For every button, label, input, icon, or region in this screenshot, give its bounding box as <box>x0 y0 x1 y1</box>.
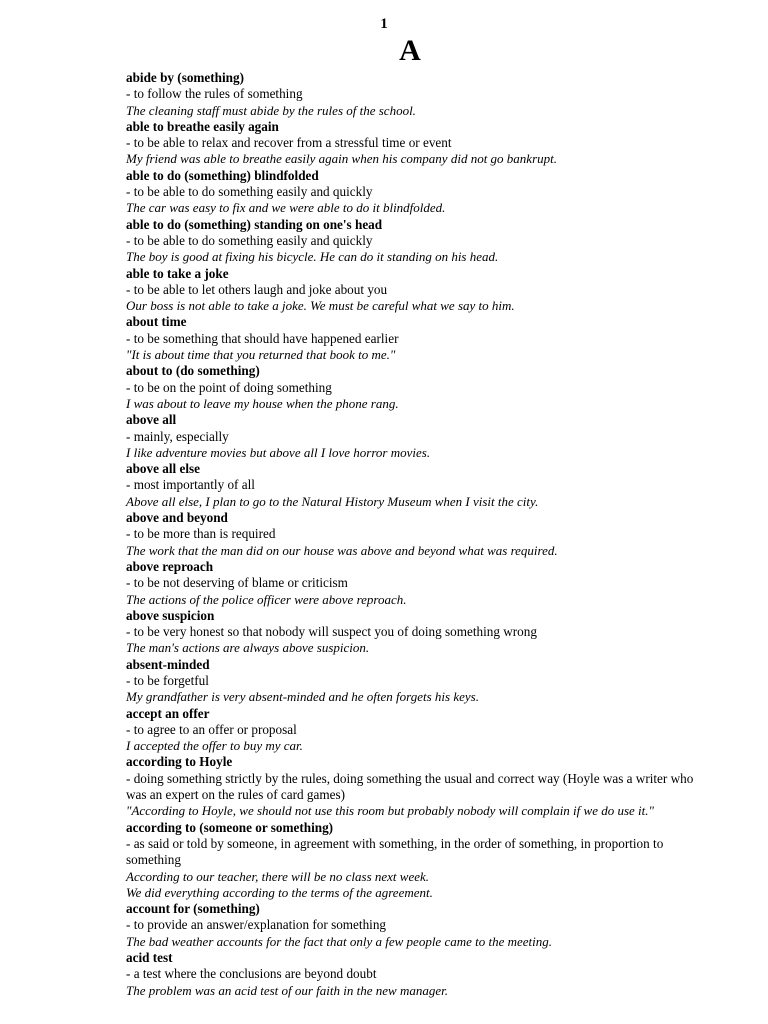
entry-example: My friend was able to breathe easily again when his company did not go bankrupt. <box>126 151 557 167</box>
entry-example: The work that the man did on our house was above and beyond what was required. <box>126 542 558 558</box>
entry-example: Our boss is not able to take a joke. We must be careful what we say to him. <box>126 298 515 314</box>
entry-term: able to do (something) standing on one's head <box>126 216 383 232</box>
entry-term: above and beyond <box>126 510 228 526</box>
dictionary-entry <box>126 608 706 657</box>
entry-term: according to (someone or something) <box>126 819 334 835</box>
entry-definition: - to be something that should have happened earlier <box>126 330 399 346</box>
entry-definition: - to be more than is required <box>126 526 276 542</box>
entry-term: acid test <box>126 950 173 966</box>
dictionary-entry <box>126 901 706 950</box>
section-letter: A <box>399 34 421 67</box>
dictionary-entry <box>126 119 706 168</box>
entry-example: Above all else, I plan to go to the Natural History Museum when I visit the city. <box>126 493 539 509</box>
entry-example: The boy is good at fixing his bicycle. He can do it standing on his head. <box>126 249 499 265</box>
dictionary-entry <box>126 461 706 510</box>
entry-term: absent-minded <box>126 656 210 672</box>
dictionary-entry <box>126 412 706 461</box>
entry-definition: - mainly, especially <box>126 428 229 444</box>
entry-example: I like adventure movies but above all I love horror movies. <box>126 444 431 460</box>
entry-term: accept an offer <box>126 705 210 721</box>
entry-definition: - doing something strictly by the rules, doing something the usual and correct way (Hoyle was a writer who was an expert on the rules of card games) <box>126 770 694 803</box>
dictionary-entry <box>126 363 706 412</box>
dictionary-entry <box>126 657 706 706</box>
entry-definition: - to be not deserving of blame or criticism <box>126 575 348 591</box>
dictionary-entry <box>126 950 706 999</box>
dictionary-entry <box>126 559 706 608</box>
entry-example: "It is about time that you returned that book to me." <box>126 347 396 363</box>
entry-definition: - to be forgetful <box>126 672 209 688</box>
dictionary-entry <box>126 754 706 819</box>
entry-term: about time <box>126 314 187 330</box>
entry-example: The actions of the police officer were above reproach. <box>126 591 407 607</box>
entry-example: The bad weather accounts for the fact that only a few people came to the meeting. <box>126 933 553 949</box>
dictionary-entry <box>126 168 706 217</box>
entry-term: able to do (something) blindfolded <box>126 167 319 183</box>
entry-term: above all <box>126 412 177 428</box>
page-number: 1 <box>380 16 388 32</box>
dictionary-entry <box>126 510 706 559</box>
entry-definition: - to be able to relax and recover from a stressful time or event <box>126 135 452 151</box>
entry-definition: - to be very honest so that nobody will suspect you of doing something wrong <box>126 624 537 640</box>
dictionary-entries <box>126 70 706 999</box>
entry-example: According to our teacher, there will be no class next week. <box>126 868 430 884</box>
entry-example: I accepted the offer to buy my car. <box>126 738 303 754</box>
entry-term: above all else <box>126 461 200 477</box>
dictionary-entry <box>126 314 706 363</box>
entry-example: My grandfather is very absent-minded and he often forgets his keys. <box>126 689 479 705</box>
dictionary-entry <box>126 706 706 755</box>
entry-example: The car was easy to fix and we were able to do it blindfolded. <box>126 200 446 216</box>
entry-term: according to Hoyle <box>126 754 233 770</box>
entry-definition: - a test where the conclusions are beyond doubt <box>126 966 377 982</box>
entry-definition: - to follow the rules of something <box>126 86 303 102</box>
entry-example: The problem was an acid test of our faith in the new manager. <box>126 982 448 998</box>
entry-definition: - to be able to do something easily and quickly <box>126 184 373 200</box>
entry-definition: - most importantly of all <box>126 477 255 493</box>
entry-example: "According to Hoyle, we should not use this room but probably nobody will complain if we do use it." <box>126 803 654 819</box>
entry-example: I was about to leave my house when the phone rang. <box>126 395 399 411</box>
entry-definition: - to be able to let others laugh and joke about you <box>126 281 388 297</box>
entry-example: We did everything according to the terms of the agreement. <box>126 884 433 900</box>
entry-definition: - to be able to do something easily and quickly <box>126 232 373 248</box>
entry-definition: - to provide an answer/explanation for something <box>126 917 387 933</box>
entry-term: above suspicion <box>126 607 215 623</box>
dictionary-entry <box>126 820 706 901</box>
entry-example: The man's actions are always above suspicion. <box>126 640 370 656</box>
entry-definition: - as said or told by someone, in agreement with something, in the order of something, in proportion to something <box>126 835 664 868</box>
entry-definition: - to agree to an offer or proposal <box>126 721 297 737</box>
entry-example: The cleaning staff must abide by the rules of the school. <box>126 102 416 118</box>
entry-definition: - to be on the point of doing something <box>126 379 332 395</box>
dictionary-entry <box>126 217 706 266</box>
dictionary-entry <box>126 70 706 119</box>
entry-term: able to breathe easily again <box>126 118 279 134</box>
entry-term: account for (something) <box>126 901 260 917</box>
entry-term: above reproach <box>126 558 214 574</box>
entry-term: about to (do something) <box>126 363 260 379</box>
dictionary-entry <box>126 266 706 315</box>
entry-term: abide by (something) <box>126 70 244 85</box>
entry-term: able to take a joke <box>126 265 229 281</box>
